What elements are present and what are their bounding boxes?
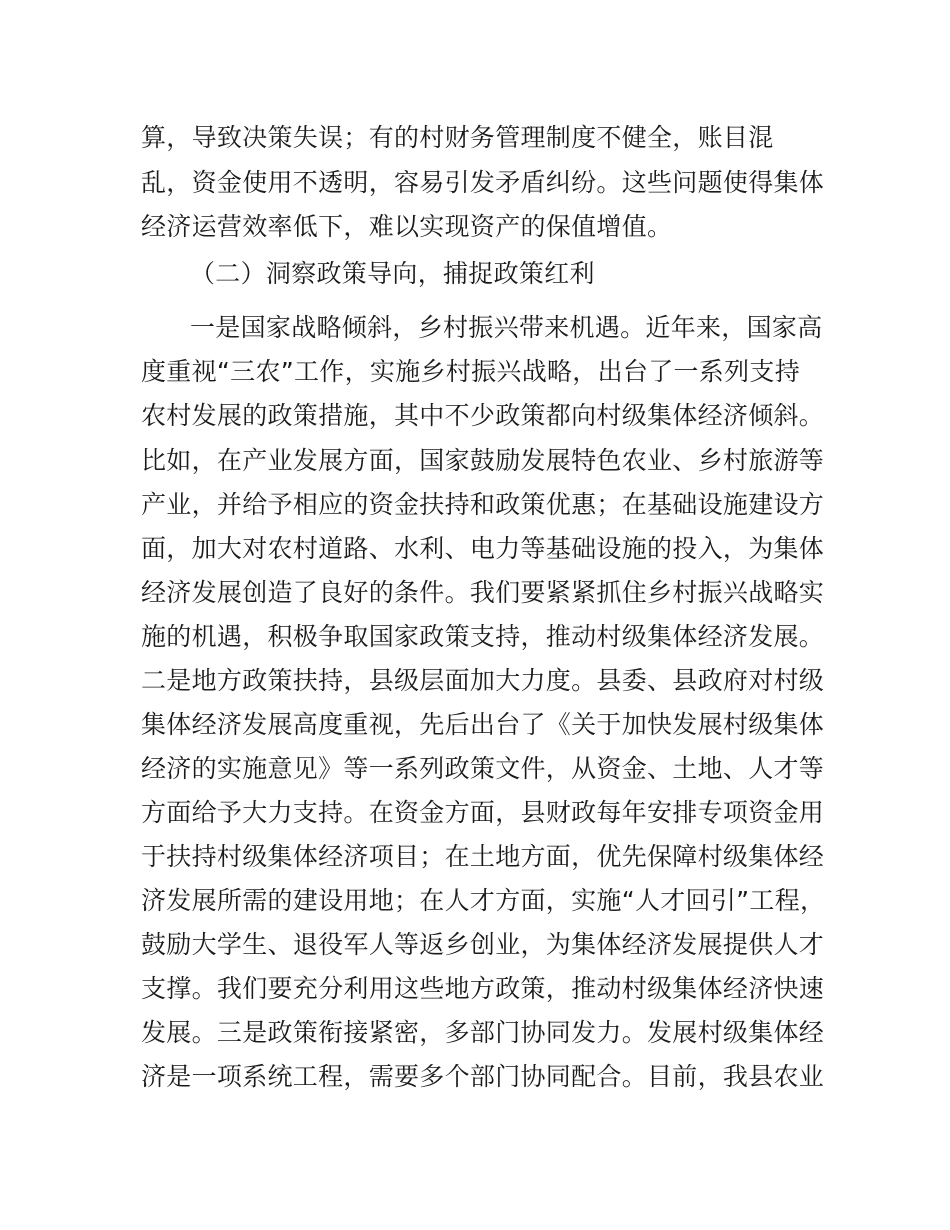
paragraph-line: 经济的实施意见》等一系列政策文件，从资金、土地、人才等 [141, 754, 825, 783]
paragraph-line: 支撑。我们要充分利用这些地方政策，推动村级集体经济快速 [141, 974, 825, 1003]
paragraph-line: 面，加大对农村道路、水利、电力等基础设施的投入，为集体 [141, 534, 825, 563]
paragraph-line: 乱，资金使用不透明，容易引发矛盾纠纷。这些问题使得集体 [141, 168, 825, 197]
paragraph-line: 于扶持村级集体经济项目；在土地方面，优先保障村级集体经 [141, 842, 825, 871]
paragraph-line: 算，导致决策失误；有的村财务管理制度不健全，账目混 [141, 123, 774, 152]
paragraph-line: 发展。三是政策衔接紧密，多部门协同发力。发展村级集体经 [141, 1018, 825, 1047]
paragraph-line: 一是国家战略倾斜，乡村振兴带来机遇。近年来，国家高 [190, 313, 823, 342]
paragraph-line: 集体经济发展高度重视，先后出台了《关于加快发展村级集体 [141, 710, 825, 739]
paragraph-line: 经济运营效率低下，难以实现资产的保值增值。 [141, 212, 673, 241]
paragraph-line: 鼓励大学生、退役军人等返乡创业，为集体经济发展提供人才 [141, 930, 825, 959]
paragraph-line: 施的机遇，积极争取国家政策支持，推动村级集体经济发展。 [141, 622, 825, 651]
paragraph-line: 二是地方政策扶持，县级层面加大力度。县委、县政府对村级 [141, 666, 825, 695]
paragraph-line: 度重视“三农”工作，实施乡村振兴战略，出台了一系列支持 [141, 357, 801, 386]
paragraph-line: 济是一项系统工程，需要多个部门协同配合。目前，我县农业 [141, 1062, 825, 1091]
paragraph-line: 方面给予大力支持。在资金方面，县财政每年安排专项资金用 [141, 798, 825, 827]
paragraph-line: 农村发展的政策措施，其中不少政策都向村级集体经济倾斜。 [141, 401, 825, 430]
paragraph-line: 经济发展创造了良好的条件。我们要紧紧抓住乡村振兴战略实 [141, 578, 825, 607]
paragraph-line: 济发展所需的建设用地；在人才方面，实施“人才回引”工程， [141, 886, 826, 915]
section-heading: （二）洞察政策导向，捕捉政策红利 [190, 259, 595, 288]
paragraph-line: 比如，在产业发展方面，国家鼓励发展特色农业、乡村旅游等 [141, 446, 825, 475]
paragraph-line: 产业，并给予相应的资金扶持和政策优惠；在基础设施建设方 [141, 490, 825, 519]
